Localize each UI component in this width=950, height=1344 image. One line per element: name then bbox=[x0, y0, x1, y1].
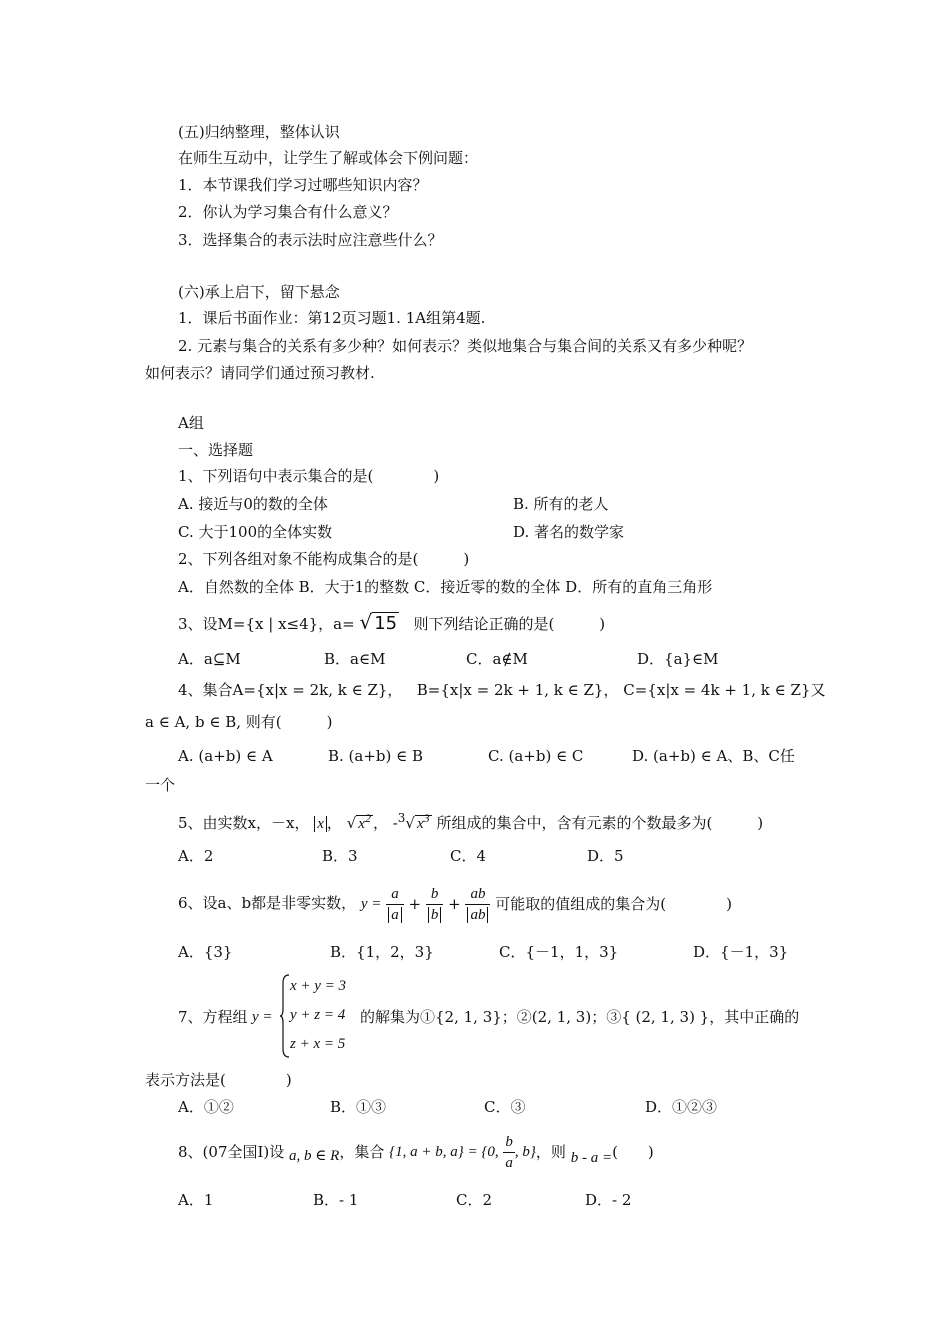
q4-option-c: C. (a+b) ∈ C bbox=[488, 747, 584, 765]
q6-option-a: A．{3} bbox=[178, 943, 233, 961]
q3-option-c: C．a∉M bbox=[466, 650, 528, 668]
q8-option-d: D．- 2 bbox=[585, 1191, 632, 1209]
q5-option-c: C．4 bbox=[450, 847, 487, 865]
q5-option-a: A．2 bbox=[178, 847, 214, 865]
q8-ask: b - a = bbox=[570, 1150, 613, 1166]
q8-option-a: A．1 bbox=[178, 1191, 214, 1209]
q6-stem-pre: 6、设a、b都是非零实数， bbox=[178, 894, 357, 912]
q7-y-equals: y = bbox=[252, 1009, 273, 1025]
section6-item-2-line2: 如何表示？请同学们通过预习教材. bbox=[145, 364, 375, 382]
q5-option-d: D．5 bbox=[587, 847, 624, 865]
q3-stem-pre: 3、设M={x | x≤4}，a= bbox=[178, 615, 355, 633]
q4-option-a: A. (a+b) ∈ A bbox=[178, 747, 273, 765]
q6-stem-post: 可能取的值组成的集合为( ) bbox=[495, 895, 732, 913]
q1-option-c: C. 大于100的全体实数 bbox=[178, 523, 333, 541]
q3-stem-post: 则下列结论正确的是( ) bbox=[413, 615, 606, 633]
q4-option-d: D. (a+b) ∈ A、B、C任 bbox=[632, 747, 795, 765]
section5-item-1: 1．本节课我们学习过哪些知识内容？ bbox=[178, 176, 428, 194]
q7-equation-1: x + y = 3 bbox=[290, 978, 347, 994]
q6-frac-ab: $\frac{ab}{ab}$ bbox=[465, 884, 490, 925]
q3-option-a: A．a⊆M bbox=[178, 650, 241, 668]
q5-stem-post: 所组成的集合中，含有元素的个数最多为( ) bbox=[436, 814, 764, 832]
q2-stem: 2、下列各组对象不能构成集合的是( ) bbox=[178, 550, 470, 568]
section5-intro: 在师生互动中，让学生了解或体会下例问题： bbox=[178, 149, 479, 167]
q7-option-b: B．①③ bbox=[330, 1098, 387, 1116]
q7-option-c: C．③ bbox=[484, 1098, 526, 1116]
section6-item-2-line1: 2. 元素与集合的关系有多少种？如何表示？类似地集合与集合间的关系又有多少种呢？ bbox=[178, 337, 753, 355]
q6-frac-b: $\frac{b}{b}$ bbox=[426, 884, 444, 925]
q8-stem-post: ，则 bbox=[535, 1143, 566, 1161]
q7-stem-pre: 7、方程组 bbox=[178, 1008, 248, 1026]
section5-item-2: 2．你认为学习集合有什么意义？ bbox=[178, 203, 398, 221]
q2-options: A．自然数的全体 B．大于1的整数 C．接近零的数的全体 D．所有的直角三角形 bbox=[178, 578, 713, 596]
q8-stem-pre: 8、(07全国Ⅰ)设 bbox=[178, 1143, 285, 1161]
q1-option-b: B. 所有的老人 bbox=[513, 495, 609, 513]
q7-option-a: A．①② bbox=[178, 1098, 234, 1116]
q3-option-b: B．a∈M bbox=[324, 650, 386, 668]
q3-stem bbox=[178, 612, 605, 634]
q7-line2: 表示方法是( ) bbox=[145, 1071, 292, 1089]
group-a-subtitle: 一、选择题 bbox=[178, 441, 254, 459]
q8-set-right: , b} bbox=[514, 1144, 536, 1160]
section6-heading: (六)承上启下，留下悬念 bbox=[178, 283, 340, 301]
q6-frac-a: $\frac{a}{a}$ bbox=[386, 884, 404, 925]
q4-option-b: B. (a+b) ∈ B bbox=[328, 747, 424, 765]
sqrt-sign-icon: √ bbox=[359, 610, 373, 634]
q6-stem: 6、设a、b都是非零实数， y = $\frac{a}{a}$ + $\frac{b}{b}$ + $\frac{ab}{ab}$ 可能取的值组成的集合为( ) bbox=[178, 885, 732, 923]
q8-stem bbox=[178, 1128, 654, 1174]
q3-option-d: D．{a}∈M bbox=[637, 650, 719, 668]
q8-set-left: {1, a + b, a} = {0, bbox=[389, 1144, 499, 1160]
q6-option-c: C．{－1，1，3} bbox=[499, 943, 619, 961]
q5-sqrt-icon: √ bbox=[346, 814, 357, 832]
q5-stem: 5、由实数x，－x， x ， √ $x^2$ ， -$^3$√ $x^3$ 所组成的集合中，含有元素的个数最多为( ) bbox=[178, 811, 764, 832]
q6-option-b: B．{1，2，3} bbox=[330, 943, 434, 961]
q5-sqrt-x2: $x^2$ bbox=[358, 811, 371, 832]
section5-item-3: 3．选择集合的表示法时应注意些什么？ bbox=[178, 231, 443, 249]
q8-frac-b-over-a: $\frac{b}{a}$ bbox=[505, 1133, 513, 1171]
q4-line1 bbox=[178, 680, 825, 700]
q5-option-b: B．3 bbox=[322, 847, 358, 865]
q7-option-d: D．①②③ bbox=[645, 1098, 718, 1116]
q8-condition: a, b ∈ R bbox=[289, 1148, 340, 1164]
q5-cbrt-icon: √ bbox=[405, 814, 415, 832]
q4-set-c: C={x|x = 4k + 1, k ∈ Z}又 bbox=[623, 681, 826, 699]
q7-equation-3: z + x = 5 bbox=[290, 1036, 346, 1052]
group-a-title: A组 bbox=[178, 414, 204, 432]
q8-paren: ( ) bbox=[612, 1143, 654, 1161]
q8-stem-mid: ，集合 bbox=[339, 1143, 385, 1161]
q4-line2: a ∈ A, b ∈ B, 则有( ) bbox=[145, 713, 333, 731]
q8-option-c: C．2 bbox=[456, 1191, 493, 1209]
q5-stem-pre: 5、由实数x，－x， bbox=[178, 814, 310, 832]
q1-option-a: A. 接近与0的数的全体 bbox=[178, 495, 328, 513]
q7-stem-post: 的解集为①{2, 1, 3}；②(2, 1, 3)；③{ (2, 1, 3) }，其中正确的 bbox=[360, 1008, 800, 1026]
q1-stem: 1、下列语句中表示集合的是( ) bbox=[178, 467, 440, 485]
q6-option-d: D．{－1，3} bbox=[693, 943, 789, 961]
q1-option-d: D. 著名的数学家 bbox=[513, 523, 625, 541]
q8-option-b: B．- 1 bbox=[313, 1191, 359, 1209]
q4-set-a: 4、集合A={x|x = 2k, k ∈ Z}， bbox=[178, 681, 403, 699]
section5-heading: (五)归纳整理，整体认识 bbox=[178, 123, 340, 141]
q5-cbrt-x3: $x^3$ bbox=[416, 811, 430, 832]
q5-abs-x: x bbox=[314, 816, 327, 832]
q3-sqrt-value: 15 bbox=[374, 613, 398, 634]
q7-equation-2: y + z = 4 bbox=[290, 1007, 346, 1023]
q4-set-b: B={x|x = 2k + 1, k ∈ Z}， bbox=[416, 681, 619, 699]
q4-option-d-tail: 一个 bbox=[145, 776, 176, 794]
section6-item-1: 1．课后书面作业：第12页习题1. 1A组第4题. bbox=[178, 309, 486, 327]
